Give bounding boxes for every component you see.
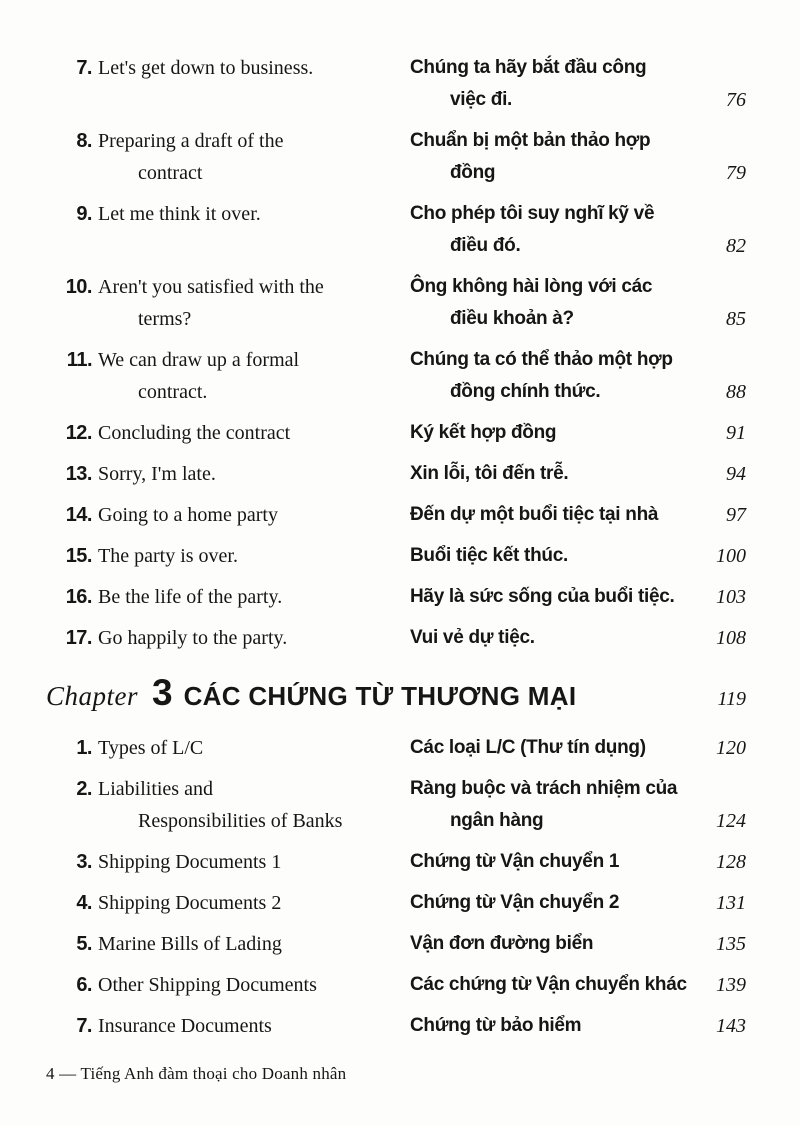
item-title-en [98, 125, 410, 189]
item-title-en-line1: The party is over. [98, 545, 238, 567]
item-number: 5. [76, 933, 92, 955]
chapter-page-number: 119 [717, 688, 746, 710]
item-title-en [98, 52, 410, 84]
item-page-number: 91 [726, 422, 746, 444]
item-number: 1. [76, 737, 92, 759]
toc-section-chapter2-items [46, 52, 746, 654]
item-title-en [98, 198, 410, 230]
item-title-vi-line1: Chứng từ bảo hiểm [410, 1015, 582, 1036]
item-number: 13. [65, 463, 92, 485]
item-title-vi-line1: Chứng từ Vận chuyển 2 [410, 892, 620, 913]
item-title-vi-line1: Chúng ta hãy bắt đầu công [410, 57, 647, 78]
item-page-number: 139 [716, 974, 746, 996]
item-title-vi-line1: Cho phép tôi suy nghĩ kỹ về [410, 203, 655, 224]
item-title-vi-line1: Hãy là sức sống của buổi tiệc. [410, 586, 675, 607]
item-title-vi [410, 887, 706, 919]
item-page-number: 97 [726, 504, 746, 526]
item-number: 2. [76, 778, 92, 800]
item-number: 7. [76, 57, 92, 79]
item-title-vi [410, 417, 706, 449]
item-title-en [98, 969, 410, 1001]
item-title-vi-line1: Các chứng từ Vận chuyển khác [410, 974, 687, 995]
item-number: 7. [76, 1015, 92, 1037]
item-number: 12. [65, 422, 92, 444]
item-page-number: 143 [716, 1015, 746, 1037]
item-title-en-line2: contract [138, 162, 203, 184]
item-title-vi-line2: ngân hàng [450, 810, 544, 831]
page-footer: 4 — Tiếng Anh đàm thoại cho Doanh nhân [46, 1064, 347, 1083]
item-number: 9. [76, 203, 92, 225]
toc-row [46, 887, 746, 919]
item-title-vi-line2: điều đó. [450, 235, 521, 256]
item-title-vi [410, 271, 706, 335]
item-page-number: 94 [726, 463, 746, 485]
item-title-vi [410, 773, 706, 837]
item-title-en [98, 887, 410, 919]
item-title-en-line1: Aren't you satisfied with the [98, 276, 324, 298]
item-page-number: 85 [726, 308, 746, 330]
item-title-en-line1: Types of L/C [98, 737, 204, 759]
item-title-en-line1: Let me think it over. [98, 203, 261, 225]
item-page-number: 128 [716, 851, 746, 873]
toc-row [46, 125, 746, 189]
toc-row [46, 928, 746, 960]
item-title-en-line1: Concluding the contract [98, 422, 291, 444]
item-title-en [98, 732, 410, 764]
item-title-en-line1: Going to a home party [98, 504, 278, 526]
item-title-vi-line2: đồng chính thức. [450, 381, 601, 402]
toc-row [46, 581, 746, 613]
toc-row [46, 773, 746, 837]
toc-row [46, 52, 746, 116]
item-title-en [98, 773, 410, 837]
item-number: 16. [65, 586, 92, 608]
item-title-en [98, 344, 410, 408]
toc-row [46, 732, 746, 764]
item-title-vi [410, 344, 706, 408]
item-title-en-line2: contract. [138, 381, 208, 403]
item-number: 10. [65, 276, 92, 298]
item-page-number: 79 [726, 162, 746, 184]
item-page-number: 103 [716, 586, 746, 608]
chapter-title: CÁC CHỨNG TỪ THƯƠNG MẠI [183, 681, 577, 711]
item-page-number: 135 [716, 933, 746, 955]
item-title-vi [410, 622, 706, 654]
toc-row [46, 540, 746, 572]
item-title-vi [410, 846, 706, 878]
toc-content [46, 52, 746, 1051]
item-title-en-line1: Be the life of the party. [98, 586, 283, 608]
item-title-vi [410, 969, 706, 1001]
toc-row [46, 417, 746, 449]
item-title-vi [410, 52, 706, 116]
item-title-en-line1: Go happily to the party. [98, 627, 288, 649]
item-page-number: 82 [726, 235, 746, 257]
item-page-number: 108 [716, 627, 746, 649]
item-title-en-line1: Marine Bills of Lading [98, 933, 282, 955]
item-title-vi-line1: Chuẩn bị một bản thảo hợp [410, 130, 651, 151]
item-number: 14. [65, 504, 92, 526]
item-title-en-line1: We can draw up a formal [98, 349, 300, 371]
item-page-number: 100 [716, 545, 746, 567]
item-page-number: 88 [726, 381, 746, 403]
item-page-number: 131 [716, 892, 746, 914]
item-title-en [98, 581, 410, 613]
item-title-vi [410, 458, 706, 490]
item-title-en-line1: Shipping Documents 2 [98, 892, 282, 914]
item-title-en [98, 271, 410, 335]
toc-row [46, 198, 746, 262]
item-title-en-line2: terms? [138, 308, 192, 330]
item-number: 11. [66, 349, 92, 371]
item-title-en [98, 846, 410, 878]
item-title-en [98, 417, 410, 449]
item-title-vi-line1: Chứng từ Vận chuyển 1 [410, 851, 620, 872]
toc-row [46, 271, 746, 335]
item-title-en-line1: Let's get down to business. [98, 57, 314, 79]
item-title-vi-line2: đồng [450, 162, 496, 183]
item-number: 4. [76, 892, 92, 914]
item-title-en-line1: Other Shipping Documents [98, 974, 317, 996]
item-title-en-line1: Shipping Documents 1 [98, 851, 282, 873]
item-title-vi [410, 732, 706, 764]
item-number: 3. [76, 851, 92, 873]
item-title-en [98, 499, 410, 531]
toc-row [46, 344, 746, 408]
toc-row [46, 499, 746, 531]
item-title-vi-line1: Chúng ta có thể thảo một hợp [410, 349, 673, 370]
item-title-en-line1: Sorry, I'm late. [98, 463, 216, 485]
chapter-number: 3 [152, 672, 172, 713]
item-title-en [98, 1010, 410, 1042]
item-number: 15. [65, 545, 92, 567]
item-title-vi-line1: Ràng buộc và trách nhiệm của [410, 778, 678, 799]
item-title-vi [410, 581, 706, 613]
item-title-vi-line2: việc đi. [450, 89, 513, 110]
item-title-vi-line1: Vận đơn đường biển [410, 933, 594, 954]
item-title-en-line2: Responsibilities of Banks [138, 810, 343, 832]
chapter-label: Chapter [46, 681, 139, 711]
item-title-vi-line2: điều khoản à? [450, 308, 574, 329]
item-title-vi [410, 540, 706, 572]
toc-section-chapter3-items [46, 732, 746, 1042]
toc-row [46, 622, 746, 654]
item-title-vi [410, 499, 706, 531]
item-number: 17. [65, 627, 92, 649]
item-title-vi-line1: Ông không hài lòng với các [410, 276, 653, 297]
item-title-vi-line1: Buổi tiệc kết thúc. [410, 545, 568, 566]
item-title-en [98, 540, 410, 572]
item-page-number: 76 [726, 89, 746, 111]
item-title-vi-line1: Các loại L/C (Thư tín dụng) [410, 737, 646, 758]
toc-row [46, 458, 746, 490]
item-page-number: 120 [716, 737, 746, 759]
item-number: 6. [76, 974, 92, 996]
item-page-number: 124 [716, 810, 746, 832]
item-title-vi [410, 1010, 706, 1042]
toc-row [46, 846, 746, 878]
item-title-en [98, 928, 410, 960]
item-title-en-line1: Preparing a draft of the [98, 130, 284, 152]
item-title-vi [410, 928, 706, 960]
item-title-vi-line1: Ký kết hợp đồng [410, 422, 557, 443]
item-title-vi [410, 198, 706, 262]
toc-row [46, 1010, 746, 1042]
item-title-vi-line1: Đến dự một buổi tiệc tại nhà [410, 504, 659, 525]
item-title-en-line1: Insurance Documents [98, 1015, 272, 1037]
item-title-en-line1: Liabilities and [98, 778, 213, 800]
item-title-vi-line1: Vui vẻ dự tiệc. [410, 627, 535, 648]
item-title-en [98, 622, 410, 654]
item-title-vi-line1: Xin lỗi, tôi đến trễ. [410, 463, 569, 484]
item-number: 8. [76, 130, 92, 152]
chapter-heading [46, 672, 746, 720]
toc-row [46, 969, 746, 1001]
item-title-en [98, 458, 410, 490]
item-title-vi [410, 125, 706, 189]
